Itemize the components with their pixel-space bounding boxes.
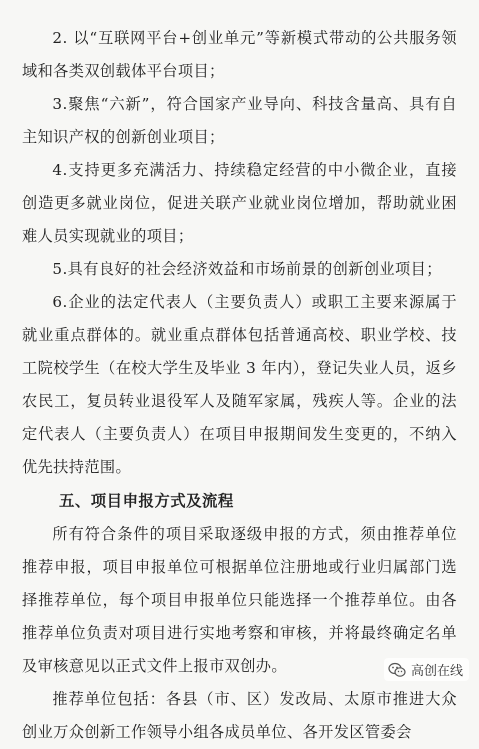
- watermark-badge: [384, 658, 469, 681]
- section-paragraph-recommenders: 推荐单位包括：各县（市、区）发改局、太原市推进大众创业万众创新工作领导小组各成员单位、各开发区管委会: [22, 690, 457, 741]
- paragraph-item-6: 6.企业的法定代表人（主要负责人）或职工主要来源属于就业重点群体的。就业重点群体包括普通高校、职业学校、技工院校学生（在校大学生及毕业 3 年内），登记失业人员，返乡农民工，复员转业退役军人及随军家属，残疾人等。企业的法定代表人（主要负责人）在项目申报期间发生变更的，不纳入优先扶持范围。: [22, 293, 457, 476]
- paragraph-item-3: 3.聚焦“六新”，符合国家产业导向、科技含量高、具有自主知识产权的创新创业项目；: [22, 95, 457, 146]
- watermark-text: 高创在线: [410, 664, 463, 679]
- paragraph-item-2: 2. 以“互联网平台+创业单元”等新模式带动的公共服务领域和各类双创载体平台项目；: [22, 29, 457, 80]
- wechat-icon: [388, 661, 406, 679]
- paragraph-item-4: 4.支持更多充满活力、持续稳定经营的中小微企业，直接创造更多就业岗位，促进关联产业就业岗位增加，帮助就业困难人员实现就业的项目；: [22, 161, 457, 245]
- section-heading: 五、项目申报方式及流程: [59, 492, 234, 510]
- section-paragraph-process: 所有符合条件的项目采取逐级申报的方式，须由推荐单位推荐申报，项目申报单位可根据单位注册地或行业归属部门选择推荐单位，每个项目申报单位只能选择一个推荐单位。由各推荐单位负责对项目进行实地考察和审核，并将最终确定名单及审核意见以正式文件上报市双创办。: [22, 525, 457, 675]
- paragraph-item-5: 5.具有良好的社会经济效益和市场前景的创新创业项目；: [52, 260, 442, 278]
